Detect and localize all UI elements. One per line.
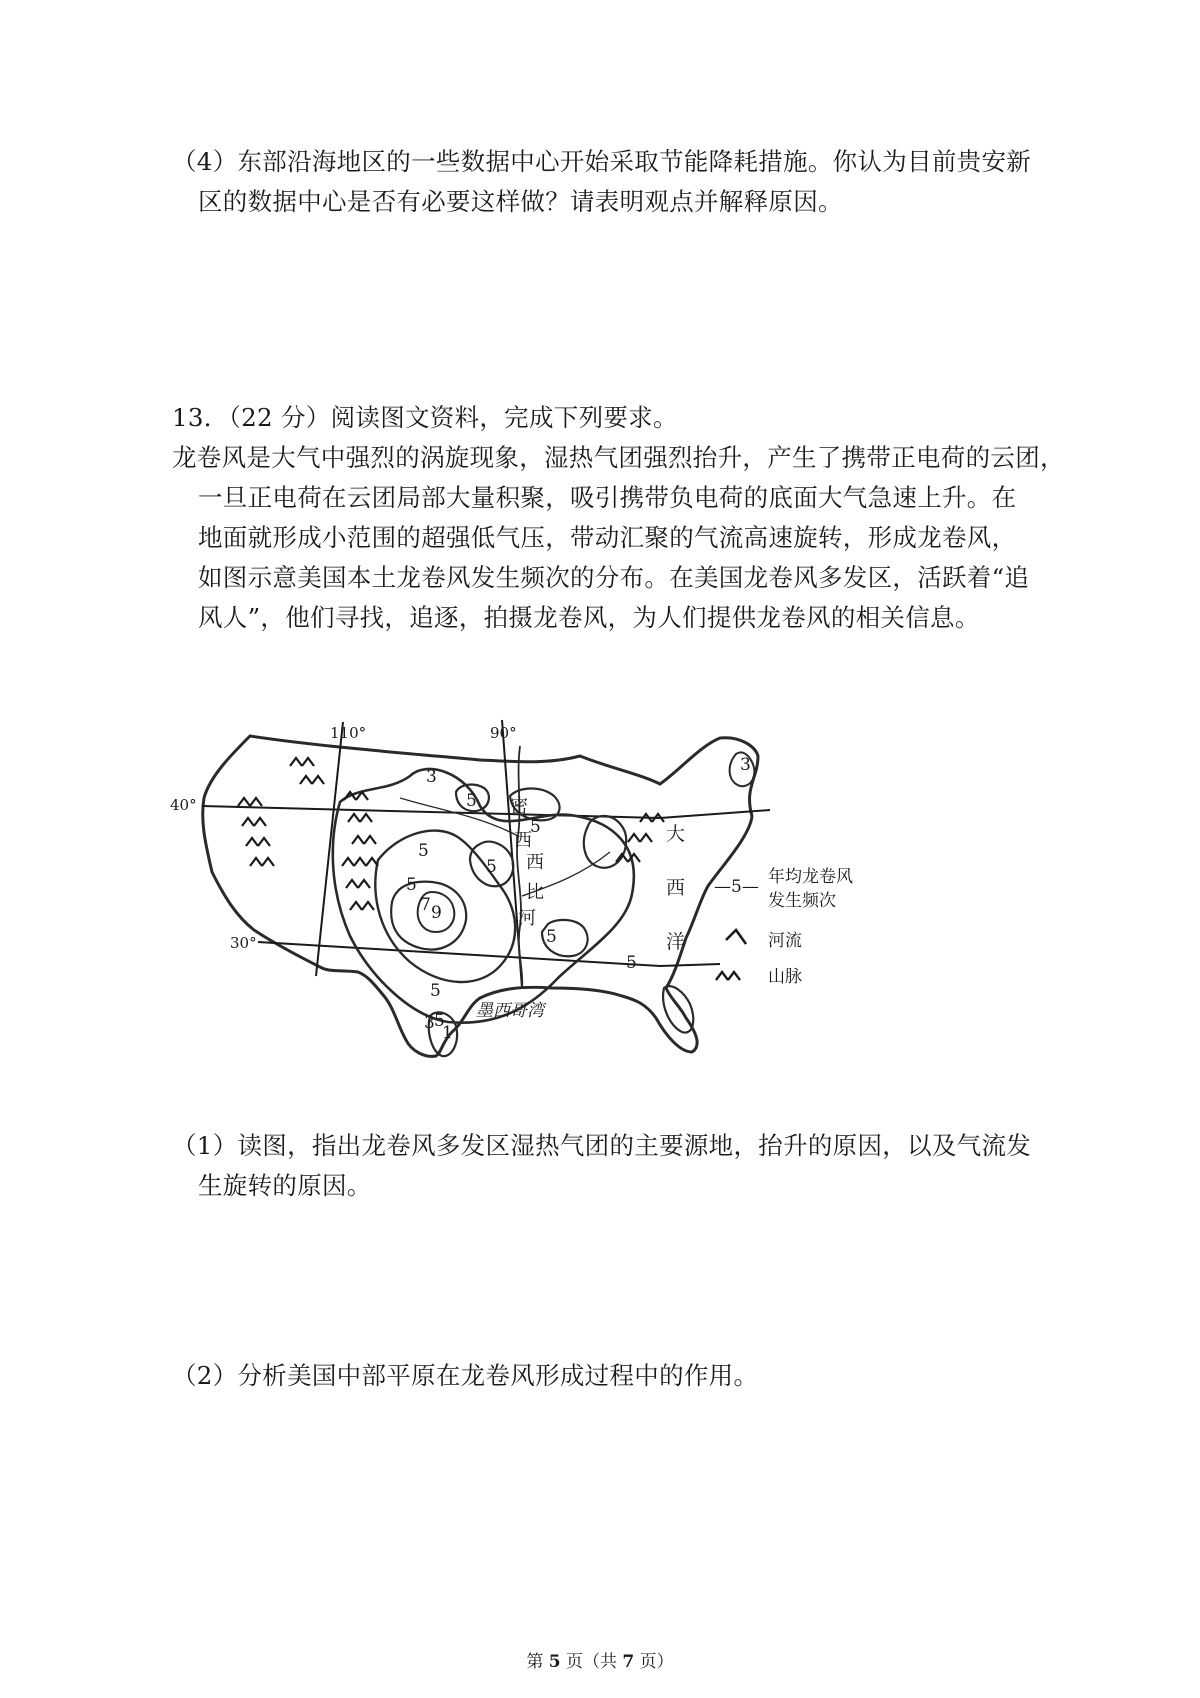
- ocean-label-char: 洋: [666, 931, 686, 953]
- q13-sub1-line2: 生旋转的原因。: [198, 1171, 372, 1200]
- mississippi-river: [517, 746, 522, 988]
- river-label-char: 西: [514, 830, 532, 851]
- latitude-40-line: [202, 806, 660, 818]
- legend-contour-label-line1: 年均龙卷风: [768, 867, 853, 887]
- contour-label: 5: [418, 841, 429, 861]
- footer-total-pages: 7: [622, 1652, 635, 1672]
- q13-paragraph-line-1: 龙卷风是大气中强烈的涡旋现象，湿热气团强烈抬升，产生了携带正电荷的云团，: [172, 443, 1065, 472]
- contour-label: 5: [406, 875, 417, 895]
- contour-label: 5: [486, 857, 497, 877]
- longitude-110-line: [316, 722, 343, 976]
- legend-river-label: 河流: [768, 931, 802, 951]
- river-label-char: 比: [526, 882, 544, 903]
- q13-paragraph-line-4: 如图示意美国本土龙卷风发生频次的分布。在美国龙卷风多发区，活跃着“追: [198, 563, 1030, 592]
- map-legend: [714, 866, 853, 987]
- tornado-frequency-map: [170, 724, 900, 1096]
- contour-label: 3: [424, 1013, 435, 1033]
- river-label-char: 河: [518, 908, 536, 929]
- ocean-label-char: 大: [666, 823, 686, 845]
- q12-4-line1: （4）东部沿海地区的一些数据中心开始采取节能降耗措施。你认为目前贵安新: [172, 147, 1032, 176]
- q13-sub2: （2）分析美国中部平原在龙卷风形成过程中的作用。: [172, 1361, 759, 1390]
- footer-prefix: 第: [526, 1652, 544, 1672]
- contour-label: 5: [546, 927, 557, 947]
- legend-mountain-label: 山脉: [768, 967, 802, 987]
- mountain-symbols-west: [238, 758, 378, 910]
- gulf-of-mexico-label: 墨西哥湾: [476, 1001, 544, 1021]
- legend-mountain-icon: [716, 972, 740, 980]
- river-label-char: 西: [526, 852, 544, 873]
- mountain-symbols-east: [616, 814, 664, 862]
- label-40-degree: 40°: [170, 796, 197, 814]
- contour-label: 5: [430, 981, 441, 1001]
- footer-mid: 页（共: [566, 1652, 617, 1672]
- label-30-degree: 30°: [230, 934, 257, 952]
- legend-contour-label-line2: 发生频次: [768, 891, 836, 911]
- q13-header: 13．（22 分）阅读图文资料，完成下列要求。: [172, 403, 678, 432]
- contour-label: 1: [442, 1023, 453, 1043]
- footer-suffix: 页）: [639, 1652, 674, 1672]
- q13-paragraph-line-2: 一旦正电荷在云团局部大量积聚，吸引携带负电荷的底面大气急速上升。在: [198, 483, 1017, 512]
- contour-label: 5: [434, 1011, 445, 1031]
- footer-page-number: 5: [548, 1652, 561, 1672]
- q13-paragraph-line-3: 地面就形成小范围的超强低气压，带动汇聚的气流高速旋转，形成龙卷风，: [198, 523, 1017, 552]
- contour-label: 3: [426, 767, 437, 787]
- atlantic-label: [666, 823, 685, 953]
- contour-label: 7: [420, 895, 431, 915]
- legend-river-icon: [726, 930, 746, 944]
- q12-4-line2: 区的数据中心是否有必要这样做？请表明观点并解释原因。: [198, 187, 843, 216]
- contour-5-indiana: [584, 816, 626, 868]
- contour-label: 9: [431, 903, 442, 923]
- q13-paragraph-line-5: 风人”，他们寻找，追逐，拍摄龙卷风，为人们提供龙卷风的相关信息。: [198, 603, 980, 632]
- q13-sub1-line1: （1）读图，指出龙卷风多发区湿热气团的主要源地，抬升的原因，以及气流发: [172, 1131, 1032, 1160]
- legend-contour-symbol: —5—: [714, 877, 759, 897]
- latitude-40-line-east: [660, 810, 770, 818]
- label-110-degree: 110°: [330, 724, 367, 742]
- river-label-char: 密: [510, 796, 528, 817]
- contour-label: 5: [466, 791, 477, 811]
- ocean-label-char: 西: [666, 877, 686, 899]
- label-90-degree: 90°: [490, 724, 517, 742]
- latitude-30-line-east: [660, 964, 720, 966]
- page-footer: [0, 1650, 1200, 1674]
- contour-label: 3: [740, 755, 751, 775]
- contour-label: 5: [626, 953, 637, 973]
- contour-label: 5: [530, 817, 541, 837]
- contour-5-west: [375, 831, 515, 982]
